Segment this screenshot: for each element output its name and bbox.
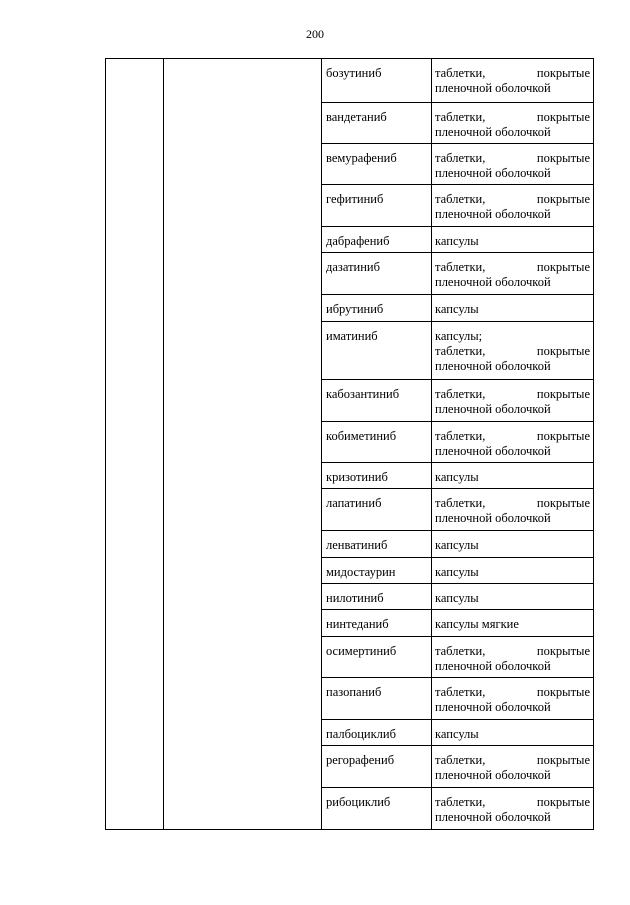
group-code-cell <box>106 59 164 830</box>
dosage-form-line <box>435 260 590 275</box>
dosage-form-word: покрытые <box>536 192 590 206</box>
dosage-form-line: капсулы <box>435 565 479 579</box>
drug-name-cell <box>322 59 432 103</box>
dosage-form-line <box>435 644 590 659</box>
drug-name: кабозантиниб <box>326 387 400 401</box>
drug-name-cell <box>322 558 432 584</box>
drug-name-cell <box>322 227 432 253</box>
drug-name: дазатиниб <box>326 260 380 274</box>
dosage-form-line: пленочной оболочкой <box>435 768 551 782</box>
drug-name: вемурафениб <box>326 151 397 165</box>
drug-name: пазопаниб <box>326 685 382 699</box>
drug-table <box>105 58 594 830</box>
dosage-form-cell <box>432 463 594 489</box>
dosage-form-line: пленочной оболочкой <box>435 207 551 221</box>
dosage-form-word: таблетки, <box>435 110 486 124</box>
drug-name: кризотиниб <box>326 470 388 484</box>
dosage-form-cell <box>432 489 594 531</box>
dosage-form-cell <box>432 584 594 610</box>
dosage-form-cell <box>432 610 594 637</box>
drug-name-cell <box>322 720 432 746</box>
drug-name-cell <box>322 144 432 185</box>
dosage-form-line <box>435 753 590 768</box>
drug-name-cell <box>322 422 432 463</box>
dosage-form-line: капсулы <box>435 302 479 316</box>
dosage-form-word: таблетки, <box>435 66 486 80</box>
dosage-form-cell <box>432 788 594 830</box>
dosage-form-line: капсулы <box>435 234 479 248</box>
dosage-form-line <box>435 344 590 359</box>
dosage-form-line: пленочной оболочкой <box>435 402 551 416</box>
drug-name-cell <box>322 463 432 489</box>
drug-name: лапатиниб <box>326 496 382 510</box>
dosage-form-cell <box>432 253 594 295</box>
dosage-form-word: таблетки, <box>435 795 486 809</box>
drug-name-cell <box>322 610 432 637</box>
dosage-form-line: капсулы <box>435 591 479 605</box>
dosage-form-line: пленочной оболочкой <box>435 166 551 180</box>
dosage-form-word: покрытые <box>536 644 590 658</box>
drug-name-cell <box>322 531 432 558</box>
drug-name-cell <box>322 380 432 422</box>
dosage-form-cell <box>432 422 594 463</box>
dosage-form-word: таблетки, <box>435 151 486 165</box>
drug-name: дабрафениб <box>326 234 390 248</box>
dosage-form-word: покрытые <box>536 344 590 358</box>
dosage-form-line: капсулы <box>435 538 479 552</box>
dosage-form-cell <box>432 103 594 144</box>
dosage-form-word: покрытые <box>536 496 590 510</box>
drug-name-cell <box>322 322 432 380</box>
dosage-form-word: покрытые <box>536 151 590 165</box>
dosage-form-line: пленочной оболочкой <box>435 444 551 458</box>
drug-name-cell <box>322 489 432 531</box>
drug-name-cell <box>322 185 432 227</box>
dosage-form-cell <box>432 59 594 103</box>
drug-name: вандетаниб <box>326 110 387 124</box>
dosage-form-word: покрытые <box>536 387 590 401</box>
dosage-form-line: капсулы <box>435 727 479 741</box>
dosage-form-word: покрытые <box>536 753 590 767</box>
dosage-form-line: пленочной оболочкой <box>435 659 551 673</box>
drug-name-cell <box>322 678 432 720</box>
dosage-form-word: таблетки, <box>435 387 486 401</box>
dosage-form-cell <box>432 380 594 422</box>
dosage-form-cell <box>432 558 594 584</box>
drug-name-cell <box>322 253 432 295</box>
group-name-cell <box>164 59 322 830</box>
dosage-form-line <box>435 151 590 166</box>
drug-name: ленватиниб <box>326 538 388 552</box>
dosage-form-cell <box>432 720 594 746</box>
dosage-form-cell <box>432 531 594 558</box>
table-row <box>106 59 594 103</box>
dosage-form-line <box>435 110 590 125</box>
dosage-form-cell <box>432 144 594 185</box>
drug-name: регорафениб <box>326 753 395 767</box>
dosage-form-cell <box>432 295 594 322</box>
dosage-form-line <box>435 192 590 207</box>
drug-name: иматиниб <box>326 329 378 343</box>
dosage-form-line: пленочной оболочкой <box>435 511 551 525</box>
dosage-form-line <box>435 496 590 511</box>
dosage-form-line: пленочной оболочкой <box>435 275 551 289</box>
dosage-form-word: таблетки, <box>435 192 486 206</box>
dosage-form-line: капсулы <box>435 470 479 484</box>
dosage-form-line <box>435 795 590 810</box>
drug-name: бозутиниб <box>326 66 382 80</box>
drug-table-body <box>106 59 594 830</box>
dosage-form-word: покрытые <box>536 429 590 443</box>
dosage-form-line: капсулы; <box>435 329 483 343</box>
dosage-form-word: таблетки, <box>435 685 486 699</box>
drug-name-cell <box>322 746 432 788</box>
dosage-form-word: покрытые <box>536 685 590 699</box>
drug-name: рибоциклиб <box>326 795 391 809</box>
drug-name-cell <box>322 103 432 144</box>
drug-name: нинтеданиб <box>326 617 389 631</box>
dosage-form-cell <box>432 227 594 253</box>
drug-name-cell <box>322 637 432 678</box>
dosage-form-line: пленочной оболочкой <box>435 81 551 95</box>
drug-name: ибрутиниб <box>326 302 384 316</box>
dosage-form-line: пленочной оболочкой <box>435 125 551 139</box>
dosage-form-line <box>435 685 590 700</box>
dosage-form-word: покрытые <box>536 66 590 80</box>
dosage-form-cell <box>432 637 594 678</box>
drug-name: мидостаурин <box>326 565 396 579</box>
dosage-form-word: покрытые <box>536 260 590 274</box>
drug-name-cell <box>322 788 432 830</box>
dosage-form-line: капсулы мягкие <box>435 617 519 631</box>
dosage-form-line <box>435 387 590 402</box>
dosage-form-word: покрытые <box>536 110 590 124</box>
drug-name: кобиметиниб <box>326 429 397 443</box>
dosage-form-word: таблетки, <box>435 260 486 274</box>
dosage-form-line <box>435 66 590 81</box>
dosage-form-cell <box>432 185 594 227</box>
page-number: 200 <box>306 27 324 41</box>
dosage-form-word: покрытые <box>536 795 590 809</box>
dosage-form-cell <box>432 746 594 788</box>
dosage-form-cell <box>432 678 594 720</box>
dosage-form-cell <box>432 322 594 380</box>
dosage-form-word: таблетки, <box>435 429 486 443</box>
drug-name: нилотиниб <box>326 591 384 605</box>
dosage-form-line: пленочной оболочкой <box>435 359 551 373</box>
drug-name-cell <box>322 295 432 322</box>
drug-name-cell <box>322 584 432 610</box>
dosage-form-word: таблетки, <box>435 644 486 658</box>
dosage-form-line: пленочной оболочкой <box>435 700 551 714</box>
dosage-form-line: пленочной оболочкой <box>435 810 551 824</box>
drug-name: палбоциклиб <box>326 727 396 741</box>
dosage-form-word: таблетки, <box>435 496 486 510</box>
drug-name: осимертиниб <box>326 644 397 658</box>
dosage-form-word: таблетки, <box>435 753 486 767</box>
dosage-form-word: таблетки, <box>435 344 486 358</box>
drug-name: гефитиниб <box>326 192 384 206</box>
dosage-form-line <box>435 429 590 444</box>
